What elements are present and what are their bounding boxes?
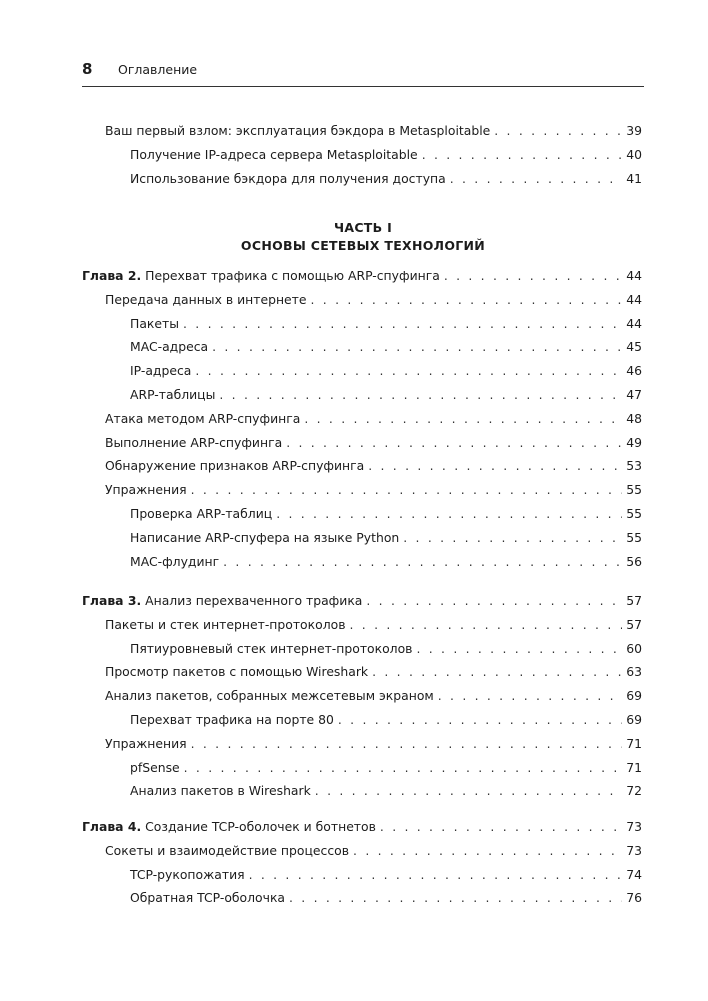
dot-leader [353, 843, 622, 859]
entry-title [130, 387, 215, 403]
entry-page-number: 44 [626, 291, 642, 307]
entry-text: Упражнения [105, 735, 187, 751]
running-head: Оглавление [118, 62, 198, 77]
entry-text: Упражнения [105, 482, 187, 498]
entry-text: TCP-рукопожатия [130, 866, 245, 882]
entry-title [105, 617, 346, 633]
dot-leader [380, 819, 622, 835]
dot-leader [350, 617, 623, 633]
entry-title [105, 482, 187, 498]
toc-entry [130, 316, 642, 332]
entry-title [105, 688, 434, 704]
entry-text: Сокеты и взаимодействие процессов [105, 842, 350, 858]
dot-leader [304, 411, 622, 427]
entry-page-number: 49 [626, 434, 642, 450]
entry-text: Пакеты и стек интернет-протоколов [105, 616, 346, 632]
entry-title [130, 783, 311, 799]
toc-chapter [82, 819, 642, 835]
entry-page-number: 71 [626, 759, 642, 775]
entry-title [130, 339, 208, 355]
dot-leader [403, 530, 622, 546]
entry-page-number: 57 [626, 616, 642, 632]
page-header [82, 60, 642, 82]
entry-page-number: 69 [626, 688, 642, 704]
entry-title [105, 292, 307, 308]
dot-leader [417, 641, 623, 657]
dot-leader [191, 736, 623, 752]
entry-page-number: 74 [626, 866, 642, 882]
dot-leader [315, 783, 622, 799]
toc-entry [130, 760, 642, 776]
entry-title [130, 171, 446, 187]
dot-leader [338, 712, 622, 728]
dot-leader [422, 147, 623, 163]
entry-page-number: 73 [626, 819, 642, 834]
toc-entry [130, 712, 642, 728]
dot-leader [191, 482, 623, 498]
entry-title [105, 664, 368, 680]
entry-text: Ваш первый взлом: эксплуатация бэкдора в Metasploitable [105, 123, 491, 138]
entry-text: Пятиуровневый стек интернет-протоколов [130, 640, 413, 656]
toc-entry [130, 339, 642, 355]
entry-title [105, 435, 282, 451]
toc-entry [130, 554, 642, 570]
entry-title [105, 411, 300, 427]
toc-entry [130, 363, 642, 379]
entry-title [130, 890, 285, 906]
toc-entry [105, 617, 642, 633]
dot-leader [219, 387, 622, 403]
entry-text: pfSense [130, 759, 180, 775]
entry-text: Перехват трафика на порте 80 [130, 712, 334, 727]
toc-entry [130, 530, 642, 546]
entry-text: Обратная TCP-оболочка [130, 890, 286, 906]
toc-entry [130, 641, 642, 657]
chapter-label: Глава 3. [82, 593, 142, 608]
toc-entry [105, 664, 642, 680]
dot-leader [223, 554, 622, 570]
dot-leader [438, 688, 622, 704]
toc-entry [130, 867, 642, 883]
toc-chapter [82, 268, 642, 284]
entry-title [105, 123, 490, 139]
entry-text: Использование бэкдора для получения доступа [130, 170, 446, 186]
page-number: 8 [82, 60, 93, 78]
entry-text: Анализ перехваченного трафика [141, 593, 363, 608]
entry-page-number: 40 [626, 146, 642, 162]
dot-leader [276, 506, 622, 522]
entry-text: Написание ARP-спуфера на языке Python [130, 529, 400, 545]
entry-text: Анализ пакетов, собранных межсетевым экраном [105, 688, 434, 704]
entry-page-number: 63 [626, 664, 642, 680]
toc-entry [105, 736, 642, 752]
dot-leader [311, 292, 623, 308]
part-title: ОСНОВЫ СЕТЕВЫХ ТЕХНОЛОГИЙ [240, 238, 486, 253]
entry-page-number: 76 [626, 890, 642, 906]
entry-text: Проверка ARP-таблиц [130, 506, 273, 521]
dot-leader [184, 760, 623, 776]
entry-title [130, 316, 179, 332]
toc-entry [105, 843, 642, 859]
entry-text: ARP-таблицы [130, 387, 216, 402]
entry-title [105, 843, 349, 859]
dot-leader [444, 268, 622, 284]
entry-title [82, 268, 440, 284]
entry-text: Просмотр пакетов с помощью Wireshark [105, 664, 369, 680]
entry-title [105, 458, 364, 474]
entry-page-number: 71 [626, 735, 642, 751]
entry-page-number: 56 [626, 553, 642, 569]
entry-text: MAC-флудинг [130, 553, 220, 569]
entry-page-number: 55 [626, 482, 642, 498]
entry-page-number: 45 [626, 339, 642, 355]
entry-page-number: 39 [626, 123, 642, 138]
toc-chapter [82, 593, 642, 609]
entry-text: IP-адреса [130, 363, 192, 379]
toc-entry [105, 458, 642, 474]
dot-leader [212, 339, 622, 355]
entry-page-number: 44 [626, 315, 642, 331]
entry-page-number: 44 [626, 268, 642, 283]
entry-title [130, 530, 399, 546]
dot-leader [366, 593, 622, 609]
dot-leader [494, 123, 622, 139]
entry-title [105, 736, 187, 752]
entry-title [82, 593, 362, 609]
dot-leader [450, 171, 622, 187]
entry-title [130, 641, 413, 657]
entry-title [130, 760, 180, 776]
dot-leader [286, 435, 622, 451]
entry-text: Создание TCP-оболочек и ботнетов [141, 819, 376, 834]
toc-entry [105, 292, 642, 308]
entry-page-number: 55 [626, 506, 642, 521]
dot-leader [183, 316, 622, 332]
entry-page-number: 73 [626, 842, 642, 858]
header-rule [82, 86, 644, 87]
dot-leader [249, 867, 623, 883]
entry-text: Перехват трафика с помощью ARP-спуфинга [141, 268, 440, 283]
entry-page-number: 69 [626, 712, 642, 727]
entry-page-number: 57 [626, 593, 642, 608]
entry-page-number: 60 [626, 640, 642, 656]
entry-page-number: 47 [626, 387, 642, 402]
dot-leader [372, 664, 622, 680]
entry-title [130, 506, 272, 522]
entry-page-number: 41 [626, 170, 642, 186]
entry-page-number: 72 [626, 783, 642, 799]
toc-entry [105, 435, 642, 451]
toc-entry [130, 890, 642, 906]
entry-title [82, 819, 376, 835]
toc-entry [130, 783, 642, 799]
entry-page-number: 46 [626, 363, 642, 379]
entry-page-number: 55 [626, 529, 642, 545]
toc-entry [130, 387, 642, 403]
chapter-label: Глава 2. [82, 268, 142, 283]
entry-title [130, 363, 191, 379]
entry-page-number: 53 [626, 458, 642, 474]
chapter-label: Глава 4. [82, 819, 142, 834]
entry-title [130, 554, 219, 570]
toc-entry [105, 482, 642, 498]
entry-text: Пакеты [130, 315, 180, 331]
toc-entry [105, 411, 642, 427]
dot-leader [368, 458, 622, 474]
entry-text: Выполнение ARP-спуфинга [105, 434, 283, 450]
toc-entry [130, 171, 642, 187]
entry-text: Атака методом ARP-спуфинга [105, 410, 301, 426]
entry-text: Обнаружение признаков ARP-спуфинга [105, 458, 365, 474]
entry-text: Анализ пакетов в Wireshark [130, 783, 311, 799]
toc-entry [105, 123, 642, 139]
toc-entry [130, 147, 642, 163]
toc-entry [105, 688, 642, 704]
entry-text: Получение IP-адреса сервера Metasploitable [130, 146, 418, 162]
entry-text: MAC-адреса [130, 339, 209, 355]
entry-page-number: 48 [626, 410, 642, 426]
dot-leader [289, 890, 622, 906]
dot-leader [195, 363, 622, 379]
entry-title [130, 712, 334, 728]
entry-text: Передача данных в интернете [105, 291, 307, 307]
entry-title [130, 147, 418, 163]
entry-title [130, 867, 245, 883]
toc-entry [130, 506, 642, 522]
part-label: ЧАСТЬ I [333, 220, 393, 235]
